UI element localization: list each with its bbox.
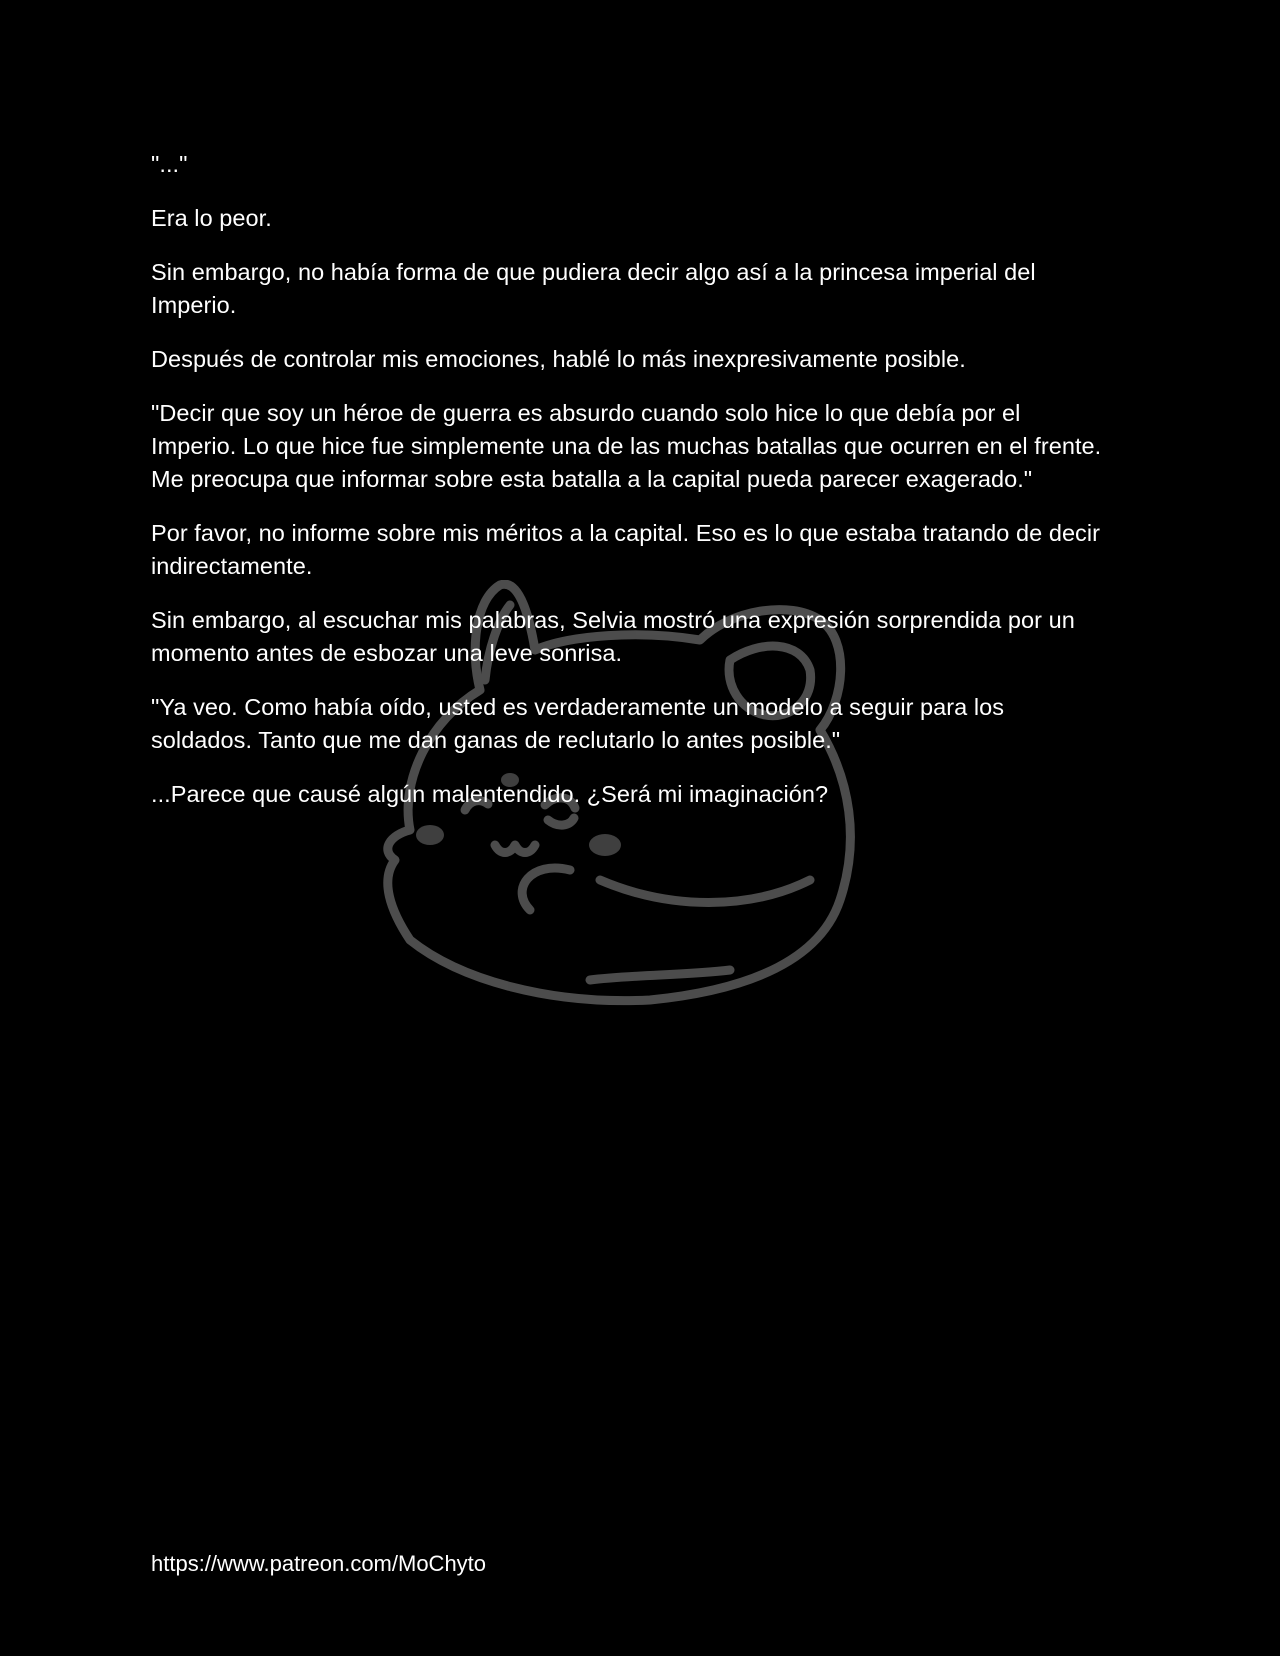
paragraph-2: Era lo peor. [151,205,272,231]
paragraph-4: Después de controlar mis emociones, hablé lo más inexpresivamente posible. [151,346,966,372]
paragraph-9: ...Parece que causé algún malentendido. ¿Será mi imaginación? [151,781,829,807]
patreon-link[interactable]: https://www.patreon.com/MoChyto [151,1551,487,1576]
document-text-body [151,148,1111,832]
paragraph-5: "Decir que soy un héroe de guerra es absurdo cuando solo hice lo que debía por el Imperio. Lo que hice fue simplemente una de las muchas batallas que ocurren en el frente. Me preocupa que informar sobre esta batalla a la capital pueda parecer exagerado." [151,400,1102,492]
paragraph-1: "..." [151,151,188,177]
paragraph-3: Sin embargo, no había forma de que pudiera decir algo así a la princesa imperial del Imperio. [151,259,1036,318]
paragraph-8: "Ya veo. Como había oído, usted es verdaderamente un modelo a seguir para los soldados. Tanto que me dan ganas de reclutarlo lo antes posible." [151,694,1005,753]
paragraph-7: Sin embargo, al escuchar mis palabras, Selvia mostró una expresión sorprendida por un momento antes de esbozar una leve sonrisa. [151,607,1075,666]
paragraph-6: Por favor, no informe sobre mis méritos a la capital. Eso es lo que estaba tratando de decir indirectamente. [151,520,1101,579]
